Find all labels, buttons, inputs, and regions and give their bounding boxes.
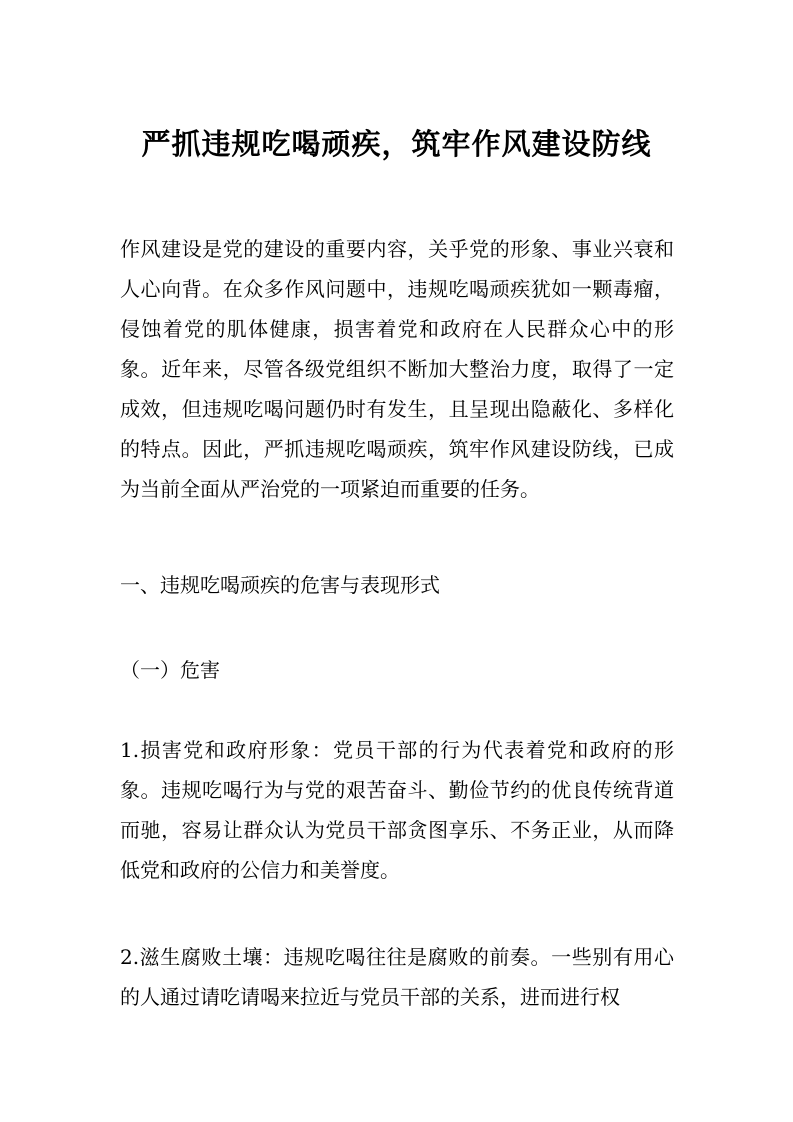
point-paragraph-1: 1.损害党和政府形象：党员干部的行为代表着党和政府的形象。违规吃喝行为与党的艰苦奋斗、勤俭节约的优良传统背道而驰，容易让群众认为党员干部贪图享乐、不务正业，从而降低党和政府的公信力和美誉度。	[120, 738, 674, 882]
point-paragraph-2: 2.滋生腐败土壤：违规吃喝往往是腐败的前奏。一些别有用心的人通过请吃请喝来拉近与党员干部的关系，进而进行权	[120, 945, 674, 1009]
document-title: 严抓违规吃喝顽疾，筑牢作风建设防线	[141, 127, 652, 161]
intro-paragraph: 作风建设是党的建设的重要内容，关乎党的形象、事业兴衰和人心向背。在众多作风问题中，违规吃喝顽疾犹如一颗毒瘤，侵蚀着党的肌体健康，损害着党和政府在人民群众心中的形象。近年来，尽管各级党组织不断加大整治力度，取得了一定成效，但违规吃喝问题仍时有发生，且呈现出隐蔽化、多样化的特点。因此，严抓违规吃喝顽疾，筑牢作风建设防线，已成为当前全面从严治党的一项紧迫而重要的任务。	[120, 237, 674, 501]
subsection-heading: （一）危害	[120, 658, 220, 682]
section-heading: 一、违规吃喝顽疾的危害与表现形式	[120, 573, 440, 597]
